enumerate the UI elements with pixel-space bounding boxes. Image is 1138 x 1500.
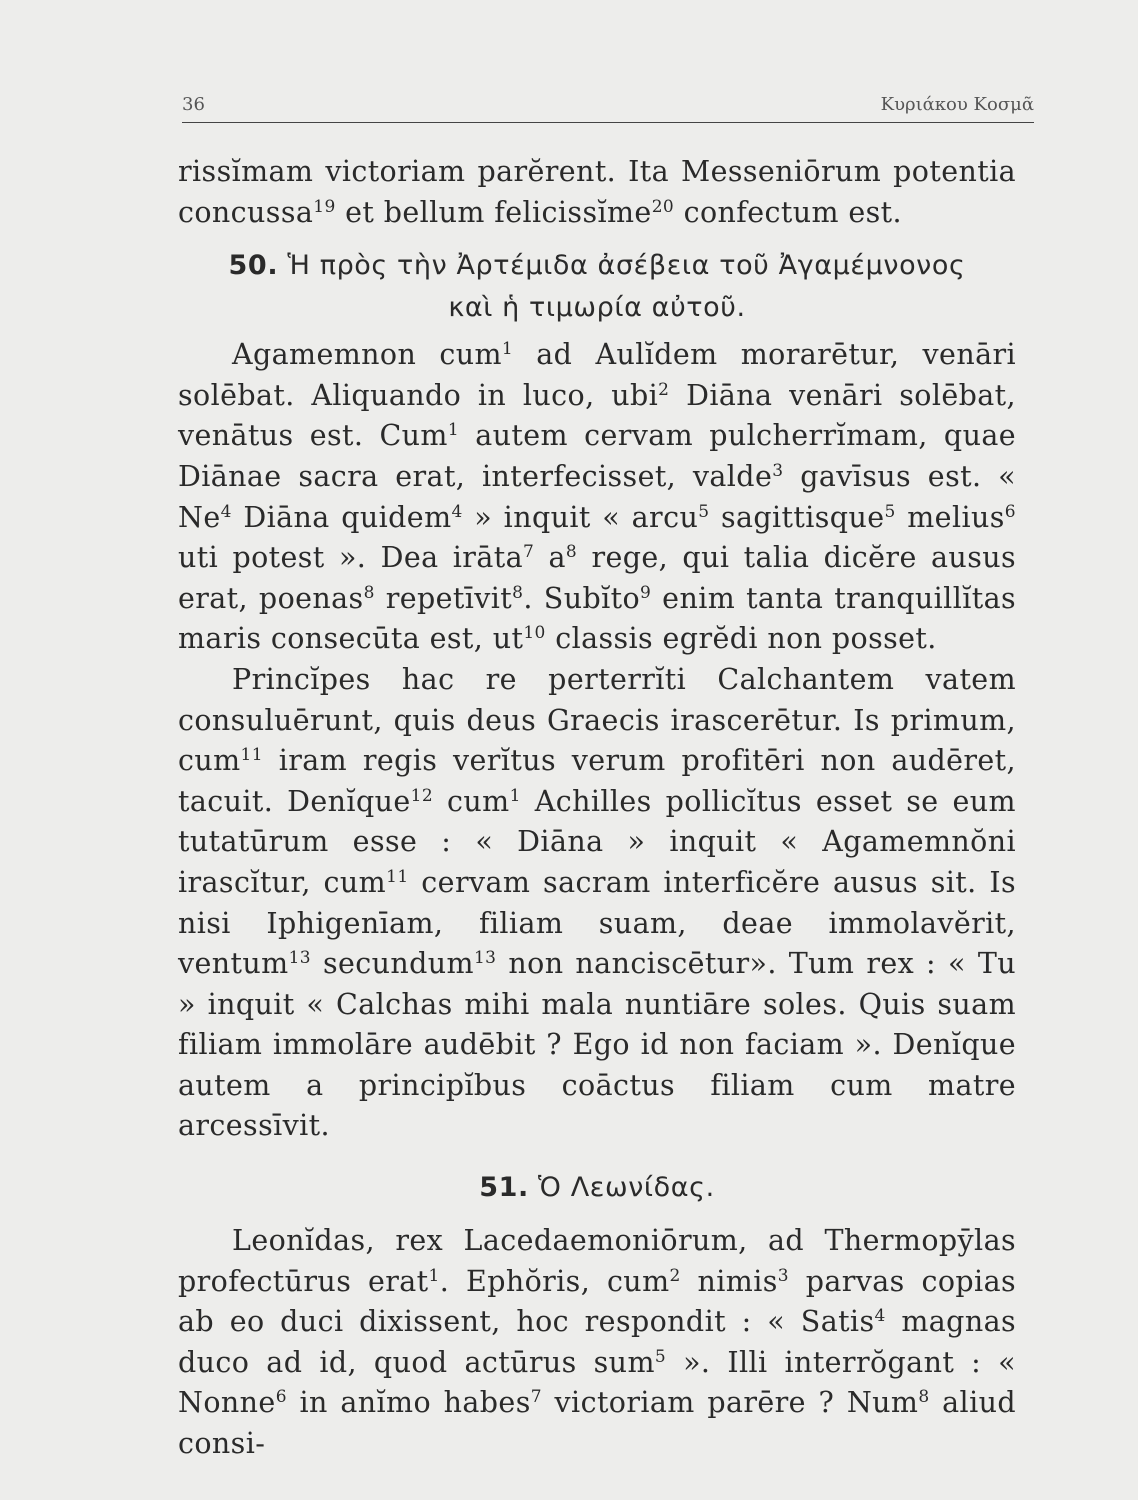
page-number: 36 [182, 94, 205, 115]
paragraph-agamemnon: Agamemnon cum$^1$ ad Aulĭdem morarētur, venāri solēbat. Aliquando in luco, ubi$^2$ Diāna venāri solēbat, venātus est. Cum$^1$ autem cervam pulcherrĭmam, quae Diānae sacra erat, interfecisset, valde$^3$ gavīsus est. « Ne$^4$ Diāna quidem$^4$ » inquit « arcu$^5$ sagittisque$^5$ melius$^6$ uti potest ». Dea irāta$^7$ $a^8$ rege, qui talia dicĕre ausus erat, poenas$^8$ repetīvit$^8$. Subĭto$^9$ enim tanta tranquillĭtas maris consecūta est, $ut^{10}$ classis egrĕdi non posset. [178, 338, 1017, 656]
section-51-title: Ὁ Λεωνίδας. [538, 1172, 715, 1204]
running-header [182, 88, 1034, 123]
section-50-number: 50. [228, 250, 279, 282]
section-51-heading [178, 1167, 1016, 1209]
section-50-heading [178, 245, 1016, 329]
running-title: Κυριάκου Κοσμᾶ [880, 94, 1034, 115]
paragraph-leonidas: Leonĭdas, rex Lacedaemoniōrum, ad Thermopȳlas profectūrus erat$^1$. Ephŏris, cum$^2$ nimis$^3$ parvas copias ab eo duci dixissent, hoc respondit : « Satis$^4$ magnas duco ad id, quod actūrus sum$^5$ ». Illi interrŏgant : « Nonne$^6$ in anĭmo habes$^7$ victoriam parēre ? Num$^8$ aliud consi- [178, 1224, 1016, 1461]
main-text [178, 152, 1016, 1465]
section-51-number: 51. [479, 1172, 529, 1204]
section-50-title-line2: καὶ ἡ τιμωρία αὐτοῦ. [448, 292, 746, 324]
section-50-title-line1: Ἡ πρὸς τὴν Ἀρτέμιδα ἀσέβεια τοῦ Ἀγαμέμνονος [287, 250, 966, 282]
paragraph-calchas: Princĭpes hac re perterrĭti Calchantem vatem consuluērunt, quis deus Graecis irascerētur. Is primum, cum$^{11}$ iram regis verĭtus verum profitēri non audēret, tacuit. Denĭque$^{12}$ cum$^1$ Achilles pollicĭtus esset se eum tutatūrum esse : « Diāna » inquit « Agamemnŏni irascĭtur, cum$^{11}$ cervam sacram interficĕre ausus sit. Is nisi Iphigenīam, filiam suam, deae immolavĕrit, ventum$^{13}$ secundum$^{13}$ non nanciscētur». Tum rex : « Tu » inquit « Calchas mihi mala nuntiāre soles. Quis suam filiam immolāre audēbit ? Ego id non faciam ». Denĭque autem a principĭbus coāctus filiam cum matre arcessīvit. [178, 662, 1017, 1143]
carryover-paragraph: rissĭmam victoriam parĕrent. Ita Messeniōrum potentia concussa$^{19}$ et bellum felicissĭme$^{20}$ confectum est. [178, 155, 1016, 229]
